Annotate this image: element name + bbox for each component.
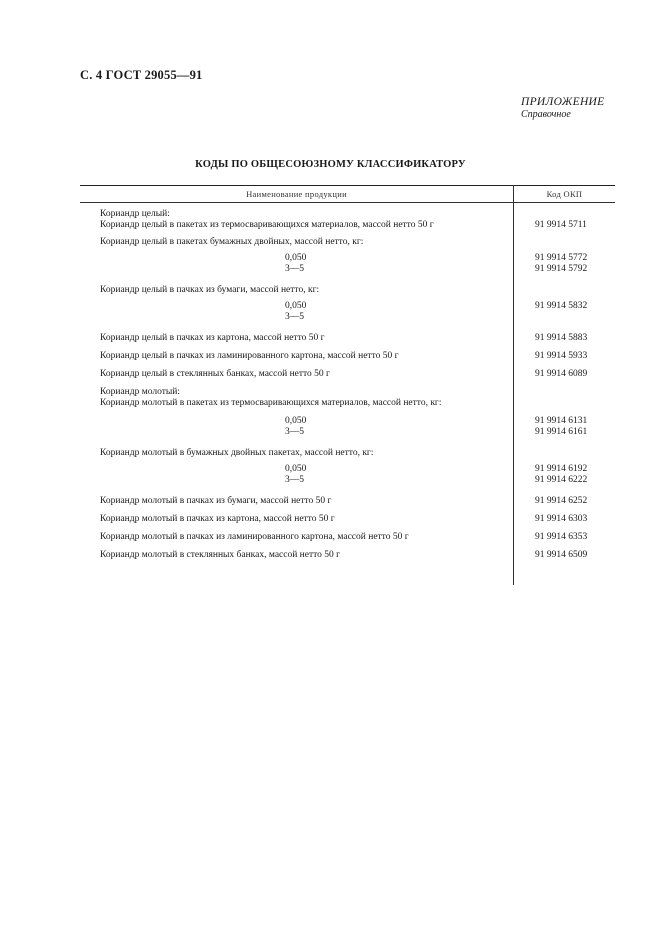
okp-code: 91 9914 5832 bbox=[535, 301, 588, 311]
product-name: Кориандр целый: bbox=[100, 209, 170, 219]
table-row bbox=[80, 464, 615, 486]
product-name-cell bbox=[100, 387, 510, 409]
product-name: Кориандр молотый в бумажных двойных пакетах, массой нетто, кг: bbox=[100, 448, 374, 458]
okp-code bbox=[535, 237, 615, 248]
okp-code bbox=[535, 398, 615, 409]
okp-code: 91 9914 5711 bbox=[535, 220, 587, 230]
mass-value: 0,050 bbox=[285, 301, 307, 311]
product-name: Кориандр молотый в пачках из ламинированного картона, массой нетто 50 г bbox=[100, 532, 409, 542]
okp-code: 91 9914 6353 bbox=[535, 532, 588, 542]
product-name-cell bbox=[100, 209, 510, 231]
appendix-label bbox=[521, 96, 604, 120]
header-okp-code: Код ОКП bbox=[546, 189, 583, 199]
table-row bbox=[80, 209, 615, 231]
product-name: Кориандр молотый в пакетах из термосваривающихся материалов, массой нетто, кг: bbox=[100, 398, 442, 408]
okp-code bbox=[535, 387, 615, 398]
product-name-cell bbox=[100, 496, 510, 507]
okp-code: 91 9914 6089 bbox=[535, 369, 588, 379]
okp-code: 91 9914 6252 bbox=[535, 496, 588, 506]
codes-table bbox=[80, 185, 615, 585]
product-name-cell bbox=[100, 514, 510, 525]
mass-value: 0,050 bbox=[285, 464, 307, 474]
okp-code: 91 9914 6192 bbox=[535, 464, 588, 474]
okp-code bbox=[535, 285, 615, 296]
product-name: Кориандр целый в пакетах бумажных двойных, массой нетто, кг: bbox=[100, 237, 364, 247]
okp-code-cell bbox=[535, 285, 615, 296]
okp-code-cell bbox=[535, 209, 615, 231]
okp-code: 91 9914 5883 bbox=[535, 333, 588, 343]
product-name-cell bbox=[100, 253, 510, 275]
okp-code: 91 9914 6509 bbox=[535, 550, 588, 560]
product-name: Кориандр целый в пачках из картона, массой нетто 50 г bbox=[100, 333, 325, 343]
okp-code-cell bbox=[535, 351, 615, 362]
product-name: Кориандр молотый в стеклянных банках, массой нетто 50 г bbox=[100, 550, 341, 560]
product-name: Кориандр молотый в пачках из бумаги, массой нетто 50 г bbox=[100, 496, 332, 506]
product-name-cell bbox=[100, 285, 510, 296]
okp-code-cell bbox=[535, 301, 615, 323]
table-row bbox=[80, 285, 615, 296]
table-row bbox=[80, 448, 615, 459]
okp-code-cell bbox=[535, 496, 615, 507]
table-row bbox=[80, 514, 615, 525]
product-name-cell bbox=[100, 464, 510, 486]
product-name: Кориандр молотый в пачках из картона, массой нетто 50 г bbox=[100, 514, 335, 524]
appendix-subtitle: Справочное bbox=[521, 109, 571, 120]
okp-code-cell bbox=[535, 448, 615, 459]
okp-code-cell bbox=[535, 333, 615, 344]
product-name-cell bbox=[100, 532, 510, 543]
table-row bbox=[80, 496, 615, 507]
table-row bbox=[80, 351, 615, 362]
mass-value: 3—5 bbox=[285, 264, 304, 274]
appendix-title: ПРИЛОЖЕНИЕ bbox=[521, 96, 605, 108]
mass-value: 3—5 bbox=[285, 475, 304, 485]
table-row bbox=[80, 333, 615, 344]
okp-code: 91 9914 5792 bbox=[535, 264, 588, 274]
okp-code-cell bbox=[535, 416, 615, 438]
table-row bbox=[80, 550, 615, 561]
header-product-name: Наименование продукции bbox=[246, 189, 347, 199]
okp-code-cell bbox=[535, 369, 615, 380]
okp-code bbox=[535, 209, 615, 220]
okp-code: 91 9914 5933 bbox=[535, 351, 588, 361]
mass-value: 3—5 bbox=[285, 427, 304, 437]
okp-code: 91 9914 6303 bbox=[535, 514, 588, 524]
okp-code-cell bbox=[535, 464, 615, 486]
document-title: КОДЫ ПО ОБЩЕСОЮЗНОМУ КЛАССИФИКАТОРУ bbox=[195, 159, 466, 170]
okp-code bbox=[535, 312, 615, 323]
mass-value: 0,050 bbox=[285, 253, 307, 263]
product-name-cell bbox=[100, 351, 510, 362]
table-header-rule bbox=[80, 202, 615, 203]
okp-code-cell bbox=[535, 237, 615, 248]
product-name: Кориандр молотый: bbox=[100, 387, 180, 397]
okp-code-cell bbox=[535, 550, 615, 561]
page-header: С. 4 ГОСТ 29055—91 bbox=[80, 68, 203, 82]
product-name-cell bbox=[100, 301, 510, 323]
okp-code-cell bbox=[535, 532, 615, 543]
product-name-cell bbox=[100, 416, 510, 438]
table-row bbox=[80, 301, 615, 323]
table-row bbox=[80, 237, 615, 248]
okp-code-cell bbox=[535, 514, 615, 525]
product-name: Кориандр целый в пачках из бумаги, массой нетто, кг: bbox=[100, 285, 320, 295]
okp-code: 91 9914 6131 bbox=[535, 416, 588, 426]
table-row bbox=[80, 387, 615, 409]
product-name-cell bbox=[100, 333, 510, 344]
product-name: Кориандр целый в пакетах из термосваривающихся материалов, массой нетто 50 г bbox=[100, 220, 434, 230]
product-name-cell bbox=[100, 369, 510, 380]
product-name: Кориандр целый в пачках из ламинированного картона, массой нетто 50 г bbox=[100, 351, 399, 361]
okp-code: 91 9914 6222 bbox=[535, 475, 588, 485]
product-name: Кориандр целый в стеклянных банках, массой нетто 50 г bbox=[100, 369, 330, 379]
okp-code: 91 9914 5772 bbox=[535, 253, 588, 263]
table-row bbox=[80, 369, 615, 380]
table-row bbox=[80, 253, 615, 275]
okp-code-cell bbox=[535, 253, 615, 275]
product-name-cell bbox=[100, 448, 510, 459]
mass-value: 3—5 bbox=[285, 312, 304, 322]
mass-value: 0,050 bbox=[285, 416, 307, 426]
product-name-cell bbox=[100, 237, 510, 248]
table-top-rule bbox=[80, 185, 615, 186]
okp-code: 91 9914 6161 bbox=[535, 427, 588, 437]
table-row bbox=[80, 416, 615, 438]
table-row bbox=[80, 532, 615, 543]
product-name-cell bbox=[100, 550, 510, 561]
okp-code-cell bbox=[535, 387, 615, 409]
okp-code bbox=[535, 448, 615, 459]
